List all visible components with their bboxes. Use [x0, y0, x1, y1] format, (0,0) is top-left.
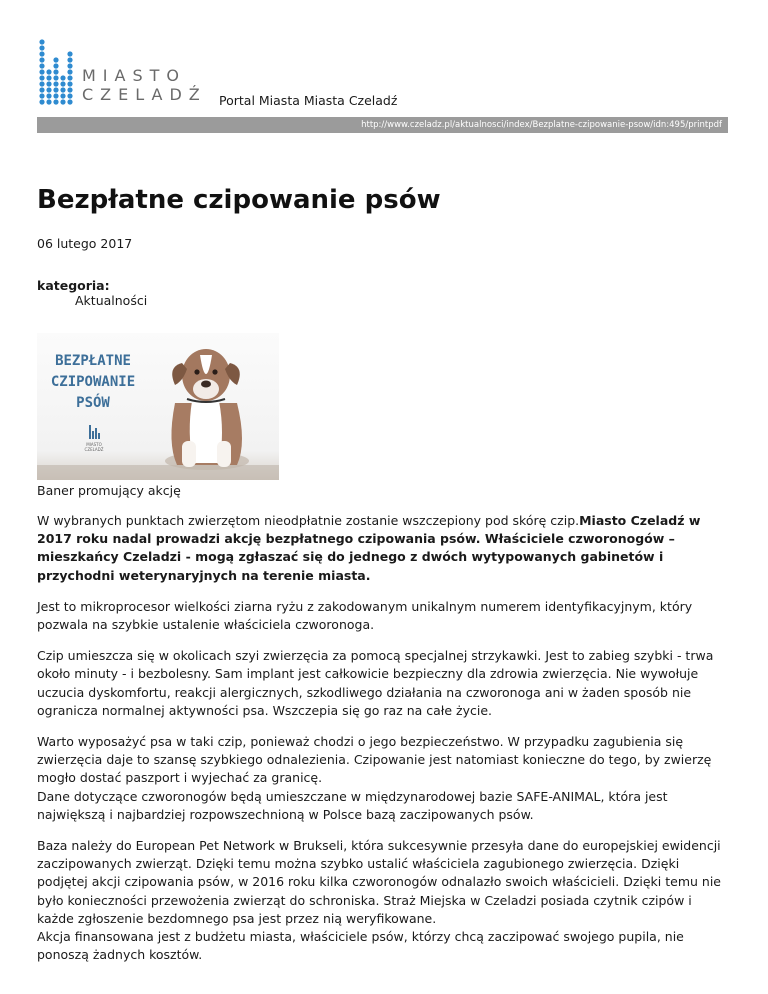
paragraph-1 — [37, 512, 732, 585]
image-caption: Baner promujący akcję — [37, 483, 181, 498]
banner-graphic — [37, 333, 279, 480]
article-banner-image — [37, 333, 279, 480]
url-bar — [37, 117, 728, 133]
banner-line-3: PSÓW — [76, 395, 110, 411]
paragraph-3: Czip umieszcza się w okolicach szyi zwierzęcia za pomocą specjalnej strzykawki. Jest to zabieg szybki - trwa około minuty - i bezbolesny. Sam implant jest całkowicie bezpieczny dla zdrowia zwierzęcia. Nie wywołuje uczucia dyskomfortu, reakcji alergicznych, szkodliwego działania na czworonoga ani w żaden sposób nie ogranicza normalnej aktywności psa. Wszczepia się go raz na całe życie. — [37, 648, 714, 718]
paragraph-4b: Dane dotyczące czworonogów będą umieszczane w międzynarodowej bazie SAFE-ANIMAL, która jest największą i najbardziej rozpowszechnioną w Polsce bazą zaczipowanych psów. — [37, 788, 668, 822]
banner-logo-text-2: CZELADŹ — [84, 447, 104, 452]
paragraph-4a: Warto wyposażyć psa w taki czip, ponieważ chodzi o jego bezpieczeństwo. W przypadku zagubienia się zwierzęcia daje to szansę szybkiego odnalezienia. Czipowanie jest natomiast konieczne do tego, by zwierzę mogło dostać paszport i wyjechać za granicę. — [37, 734, 712, 786]
portal-title: Portal Miasta Miasta Czeladź — [219, 93, 398, 108]
paragraph-5 — [37, 837, 732, 964]
paragraph-4 — [37, 733, 732, 824]
city-logo-icon — [36, 36, 78, 108]
category-label: kategoria: — [37, 278, 110, 293]
paragraph-1-bold: Miasto Czeladź w 2017 roku nadal prowadzi akcję bezpłatnego czipowania psów. Właściciele czworonogów – mieszkańcy Czeladzi - mogą zgłaszać się do jednego z dwóch wytypowanych gabinetów i przychodni weterynaryjnych na terenie miasta. — [37, 513, 701, 583]
logo-line-2: CZELADŹ — [82, 85, 207, 104]
logo-line-1: MIASTO — [82, 66, 186, 85]
paragraph-5b: Akcja finansowana jest z budżetu miasta, właściciele psów, którzy chcą zaczipować swojego pupila, nie ponoszą żadnych kosztów. — [37, 929, 684, 963]
puppy-illustration — [165, 349, 249, 470]
article-title: Bezpłatne czipowanie psów — [37, 185, 441, 215]
banner-line-2: CZIPOWANIE — [50, 374, 136, 390]
paragraph-2: Jest to mikroprocesor wielkości ziarna ryżu z zakodowanym unikalnym numerem identyfikacyjnym, który pozwala na szybkie ustalenie właściciela czworonoga. — [37, 598, 693, 633]
site-logo[interactable] — [36, 36, 226, 108]
page-url[interactable]: http://www.czeladz.pl/aktualnosci/index/Bezplatne-czipowanie-psow/idn:495/printpdf — [361, 120, 722, 130]
banner-logo-text-1: MIASTO — [86, 442, 102, 447]
article-date: 06 lutego 2017 — [37, 236, 133, 251]
logo-wordmark — [82, 66, 207, 104]
paragraph-1-intro: W wybranych punktach zwierzętom nieodpłatnie zostanie wszczepiony pod skórę czip. — [37, 513, 580, 528]
banner-line-1: BEZPŁATNE — [55, 353, 131, 369]
paragraph-5a: Baza należy do European Pet Network w Brukseli, która sukcesywnie przesyła dane do europejskiej ewidencji zaczipowanych zwierząt. Dzięki temu można szybko ustalić właściciela zagubionego zwierzęcia. Dzięki podjętej akcji czipowania psów, w 2016 roku kilka czworonogów odnalazło swoich właścicieli. Dzięki temu nie było konieczności przewożenia zwierząt do schroniska. Straż Miejska w Czeladzi posiada czytnik czipów i każde zgłoszenie bezdomnego psa jest przez nią weryfikowane. — [37, 838, 721, 926]
article-body — [37, 512, 732, 977]
category-value[interactable]: Aktualności — [75, 293, 148, 308]
ground-rug — [37, 465, 279, 480]
